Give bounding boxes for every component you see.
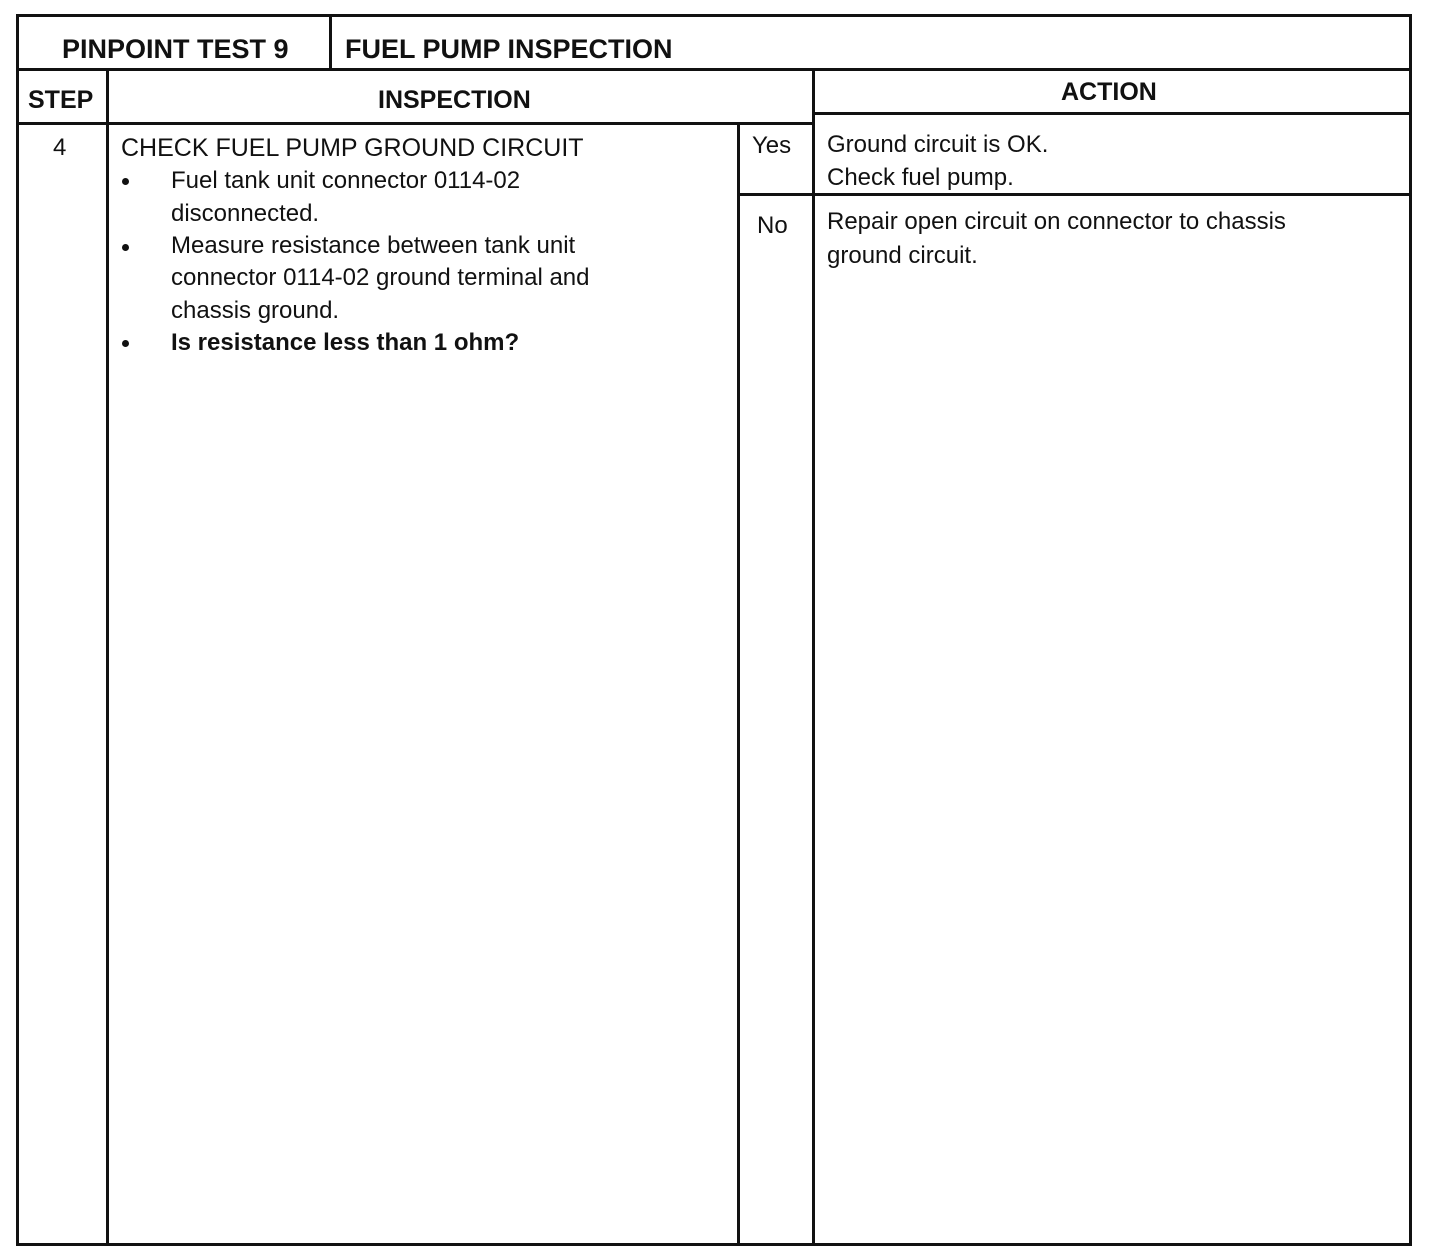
pinpoint-test-label: PINPOINT TEST 9 [62,34,289,64]
bullet-1-dot [122,178,129,185]
result-yes-action-line-1: Ground circuit is OK. [827,131,1049,158]
step-number: 4 [53,134,67,161]
bullet-2-line-3: chassis ground. [171,297,340,324]
action-column-divider [812,68,815,1246]
title-column-divider [329,14,332,70]
step-heading: CHECK FUEL PUMP GROUND CIRCUIT [121,134,584,162]
action-column-header: ACTION [1061,78,1157,106]
header-row-divider-left [16,122,813,125]
result-yes-action-line-2: Check fuel pump. [827,164,1014,191]
bullet-3-question: Is resistance less than 1 ohm? [171,329,520,356]
result-yes-label: Yes [752,132,792,159]
header-row-divider-right [813,112,1412,115]
yes-no-divider [737,193,1412,196]
result-no-action-line-2: ground circuit. [827,242,978,269]
title-row-divider [16,68,1412,71]
result-no-label: No [757,212,788,239]
inspection-column-header: INSPECTION [378,86,531,114]
pinpoint-test-title: FUEL PUMP INSPECTION [345,34,673,64]
bullet-2-line-2: connector 0114-02 ground terminal and [171,264,590,291]
step-column-header: STEP [28,86,94,114]
bullet-1-line-2: disconnected. [171,200,320,227]
step-column-divider [106,68,109,1246]
bullet-1-line-1: Fuel tank unit connector 0114-02 [171,167,521,194]
result-column-divider [737,122,740,1246]
bullet-2-dot [122,244,129,251]
result-no-action-line-1: Repair open circuit on connector to chassis [827,208,1286,235]
pinpoint-test-table [16,14,1412,1246]
bullet-3-dot [122,340,129,347]
bullet-2-line-1: Measure resistance between tank unit [171,232,576,259]
